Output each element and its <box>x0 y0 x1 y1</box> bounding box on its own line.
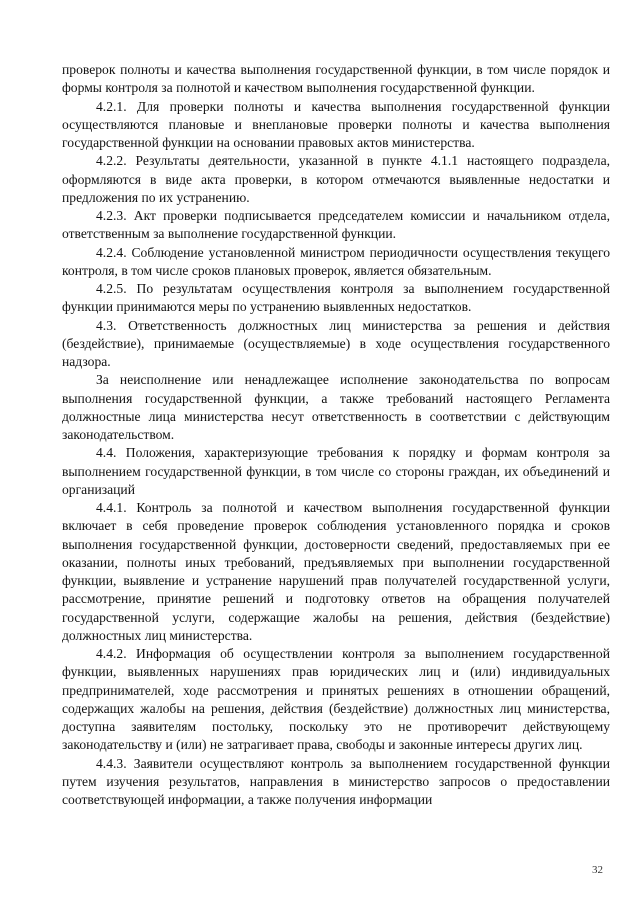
paragraph-4-2-1: 4.2.1. Для проверки полноты и качества выполнения государственной функции осуществляются плановые и внеплановые проверки полноты и качества выполнения государственной функции на основании правовых актов министерства. <box>62 98 610 150</box>
document-body <box>62 61 610 809</box>
paragraph-liability: За неисполнение или ненадлежащее исполнение законодательства по вопросам выполнения государственной функции, а также требований настоящего Регламента должностные лица министерства несут ответственность в соответствии с действующим законодательством. <box>62 372 610 442</box>
paragraph-4-4-3: 4.4.3. Заявители осуществляют контроль за выполнением государственной функции путем изучения результатов, направления в министерство запросов о предоставлении соответствующей информации, а также получения информации <box>62 755 610 807</box>
page-number: 32 <box>592 864 603 876</box>
paragraph-4-4-1: 4.4.1. Контроль за полнотой и качеством выполнения государственной функции включает в себя проведение проверок соблюдения установленного порядка и сроков выполнения государственной функции, достоверности сведений, предоставляемых при ее оказании, полноты иных требований, предъявляемых при выполнении государственной функции, выявление и устранение нарушений прав получателей государственной услуги, рассмотрение, принятие решений и подготовку ответов на обращения получателей государственной услуги, содержащие жалобы на решения, действия (бездействие) должностных лиц министерства. <box>62 500 610 643</box>
paragraph-4-2-3: 4.2.3. Акт проверки подписывается председателем комиссии и начальником отдела, ответственным за выполнение государственной функции. <box>62 208 610 242</box>
paragraph-4-4-2: 4.4.2. Информация об осуществлении контроля за выполнением государственной функции, выявленных нарушениях прав юридических лиц и (или) индивидуальных предпринимателей, ходе рассмотрения и принятых решениях в отношении обращений, содержащих жалобы на решения, действия (бездействие) должностных лиц министерства, доступна заявителям постольку, поскольку это не противоречит действующему законодательству и (или) не затрагивает права, свободы и законные интересы других лиц. <box>62 646 610 753</box>
paragraph-4-2-2: 4.2.2. Результаты деятельности, указанной в пункте 4.1.1 настоящего подраздела, оформляются в виде акта проверки, в котором отмечаются выявленные недостатки и предложения по их устранению. <box>62 153 610 205</box>
paragraph-4-2-5: 4.2.5. По результатам осуществления контроля за выполнением государственной функции принимаются меры по устранению выявленных недостатков. <box>62 281 610 315</box>
paragraph-4-3: 4.3. Ответственность должностных лиц министерства за решения и действия (бездействие), принимаемые (осуществляемые) в ходе осуществления государственного надзора. <box>62 317 610 369</box>
paragraph-4-4: 4.4. Положения, характеризующие требования к порядку и формам контроля за выполнением государственной функции, в том числе со стороны граждан, их объединений и организаций <box>62 445 610 497</box>
paragraph-continuation: проверок полноты и качества выполнения государственной функции, в том числе порядок и формы контроля за полнотой и качеством выполнения государственной функции. <box>62 62 610 96</box>
paragraph-4-2-4: 4.2.4. Соблюдение установленной министром периодичности осуществления текущего контроля, в том числе сроков плановых проверок, является обязательным. <box>62 244 610 278</box>
